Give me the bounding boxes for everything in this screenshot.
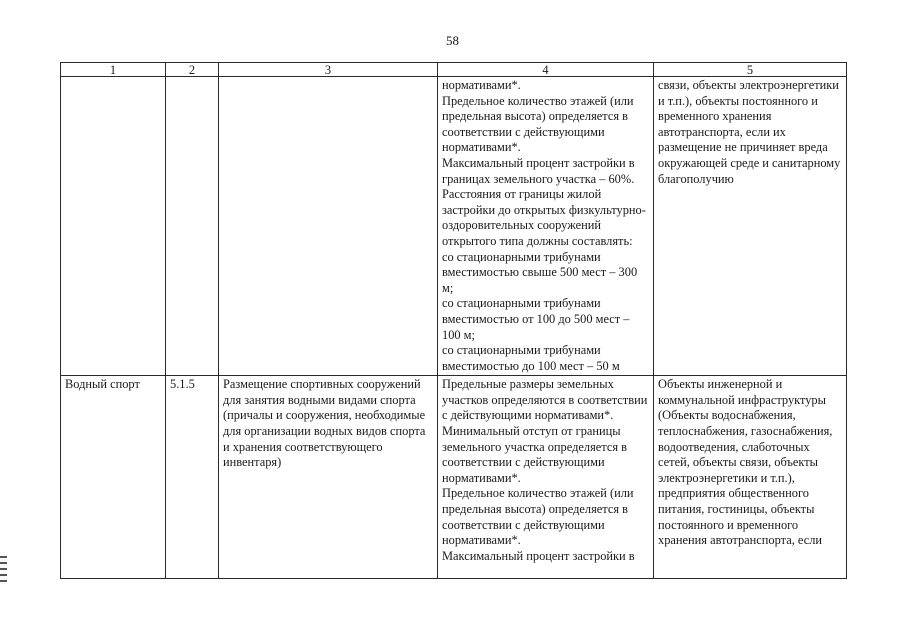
header-col-4: 4 xyxy=(438,63,654,77)
page-number: 58 xyxy=(446,33,459,48)
cell-auxiliary-uses: связи, объекты электроэнергетики и т.п.), объекты постоянного и временного хранения автотранспорта, если их размещение не причиняет вреда окружающей среде и санитарному благополучию xyxy=(654,77,847,376)
cell-auxiliary-uses: Объекты инженерной и коммунальной инфраструктуры (Объекты водоснабжения, теплоснабжения, газоснабжения, водоотведения, слаботочных сетей, объекты связи, объекты электроэнергетики и т.п.), предприятия общественного питания, гостиницы, объекты постоянного и временного хранения автотранспорта, если xyxy=(654,376,847,579)
header-col-5: 5 xyxy=(654,63,847,77)
header-row xyxy=(61,63,847,77)
table-row xyxy=(61,77,847,376)
cell-parameters: нормативами*. Предельное количество этажей (или предельная высота) определяется в соответствии с действующими нормативами*. Максимальный процент застройки в границах земельного участка – 60%. Расстояния от границы жилой застройки до открытых физкультурно-оздоровительных сооружений открытого типа должны составлять: со стационарными трибунами вместимостью свыше 500 мест – 300 м; со стационарными трибунами вместимостью от 100 до 500 мест – 100 м; со стационарными трибунами вместимостью до 100 мест – 50 м xyxy=(438,77,654,376)
cell-use-name xyxy=(61,77,166,376)
table-row xyxy=(61,376,847,579)
cell-use-code xyxy=(166,77,219,376)
cell-use-code: 5.1.5 xyxy=(166,376,219,579)
header-col-2: 2 xyxy=(166,63,219,77)
header-col-1: 1 xyxy=(61,63,166,77)
cell-parameters: Предельные размеры земельных участков определяются в соответствии с действующими нормативами*. Минимальный отступ от границы земельного участка определяется в соответствии с действующими нормативами*. Предельное количество этажей (или предельная высота) определяется в соответствии с действующими нормативами*. Максимальный процент застройки в xyxy=(438,376,654,579)
header-col-3: 3 xyxy=(219,63,438,77)
cell-use-description xyxy=(219,77,438,376)
cell-use-name: Водный спорт xyxy=(61,376,166,579)
scan-edge-marks xyxy=(0,556,7,592)
regulations-table xyxy=(60,62,847,579)
cell-use-description: Размещение спортивных сооружений для занятия водными видами спорта (причалы и сооружения, необходимые для организации водных видов спорта и хранения соответствующего инвентаря) xyxy=(219,376,438,579)
